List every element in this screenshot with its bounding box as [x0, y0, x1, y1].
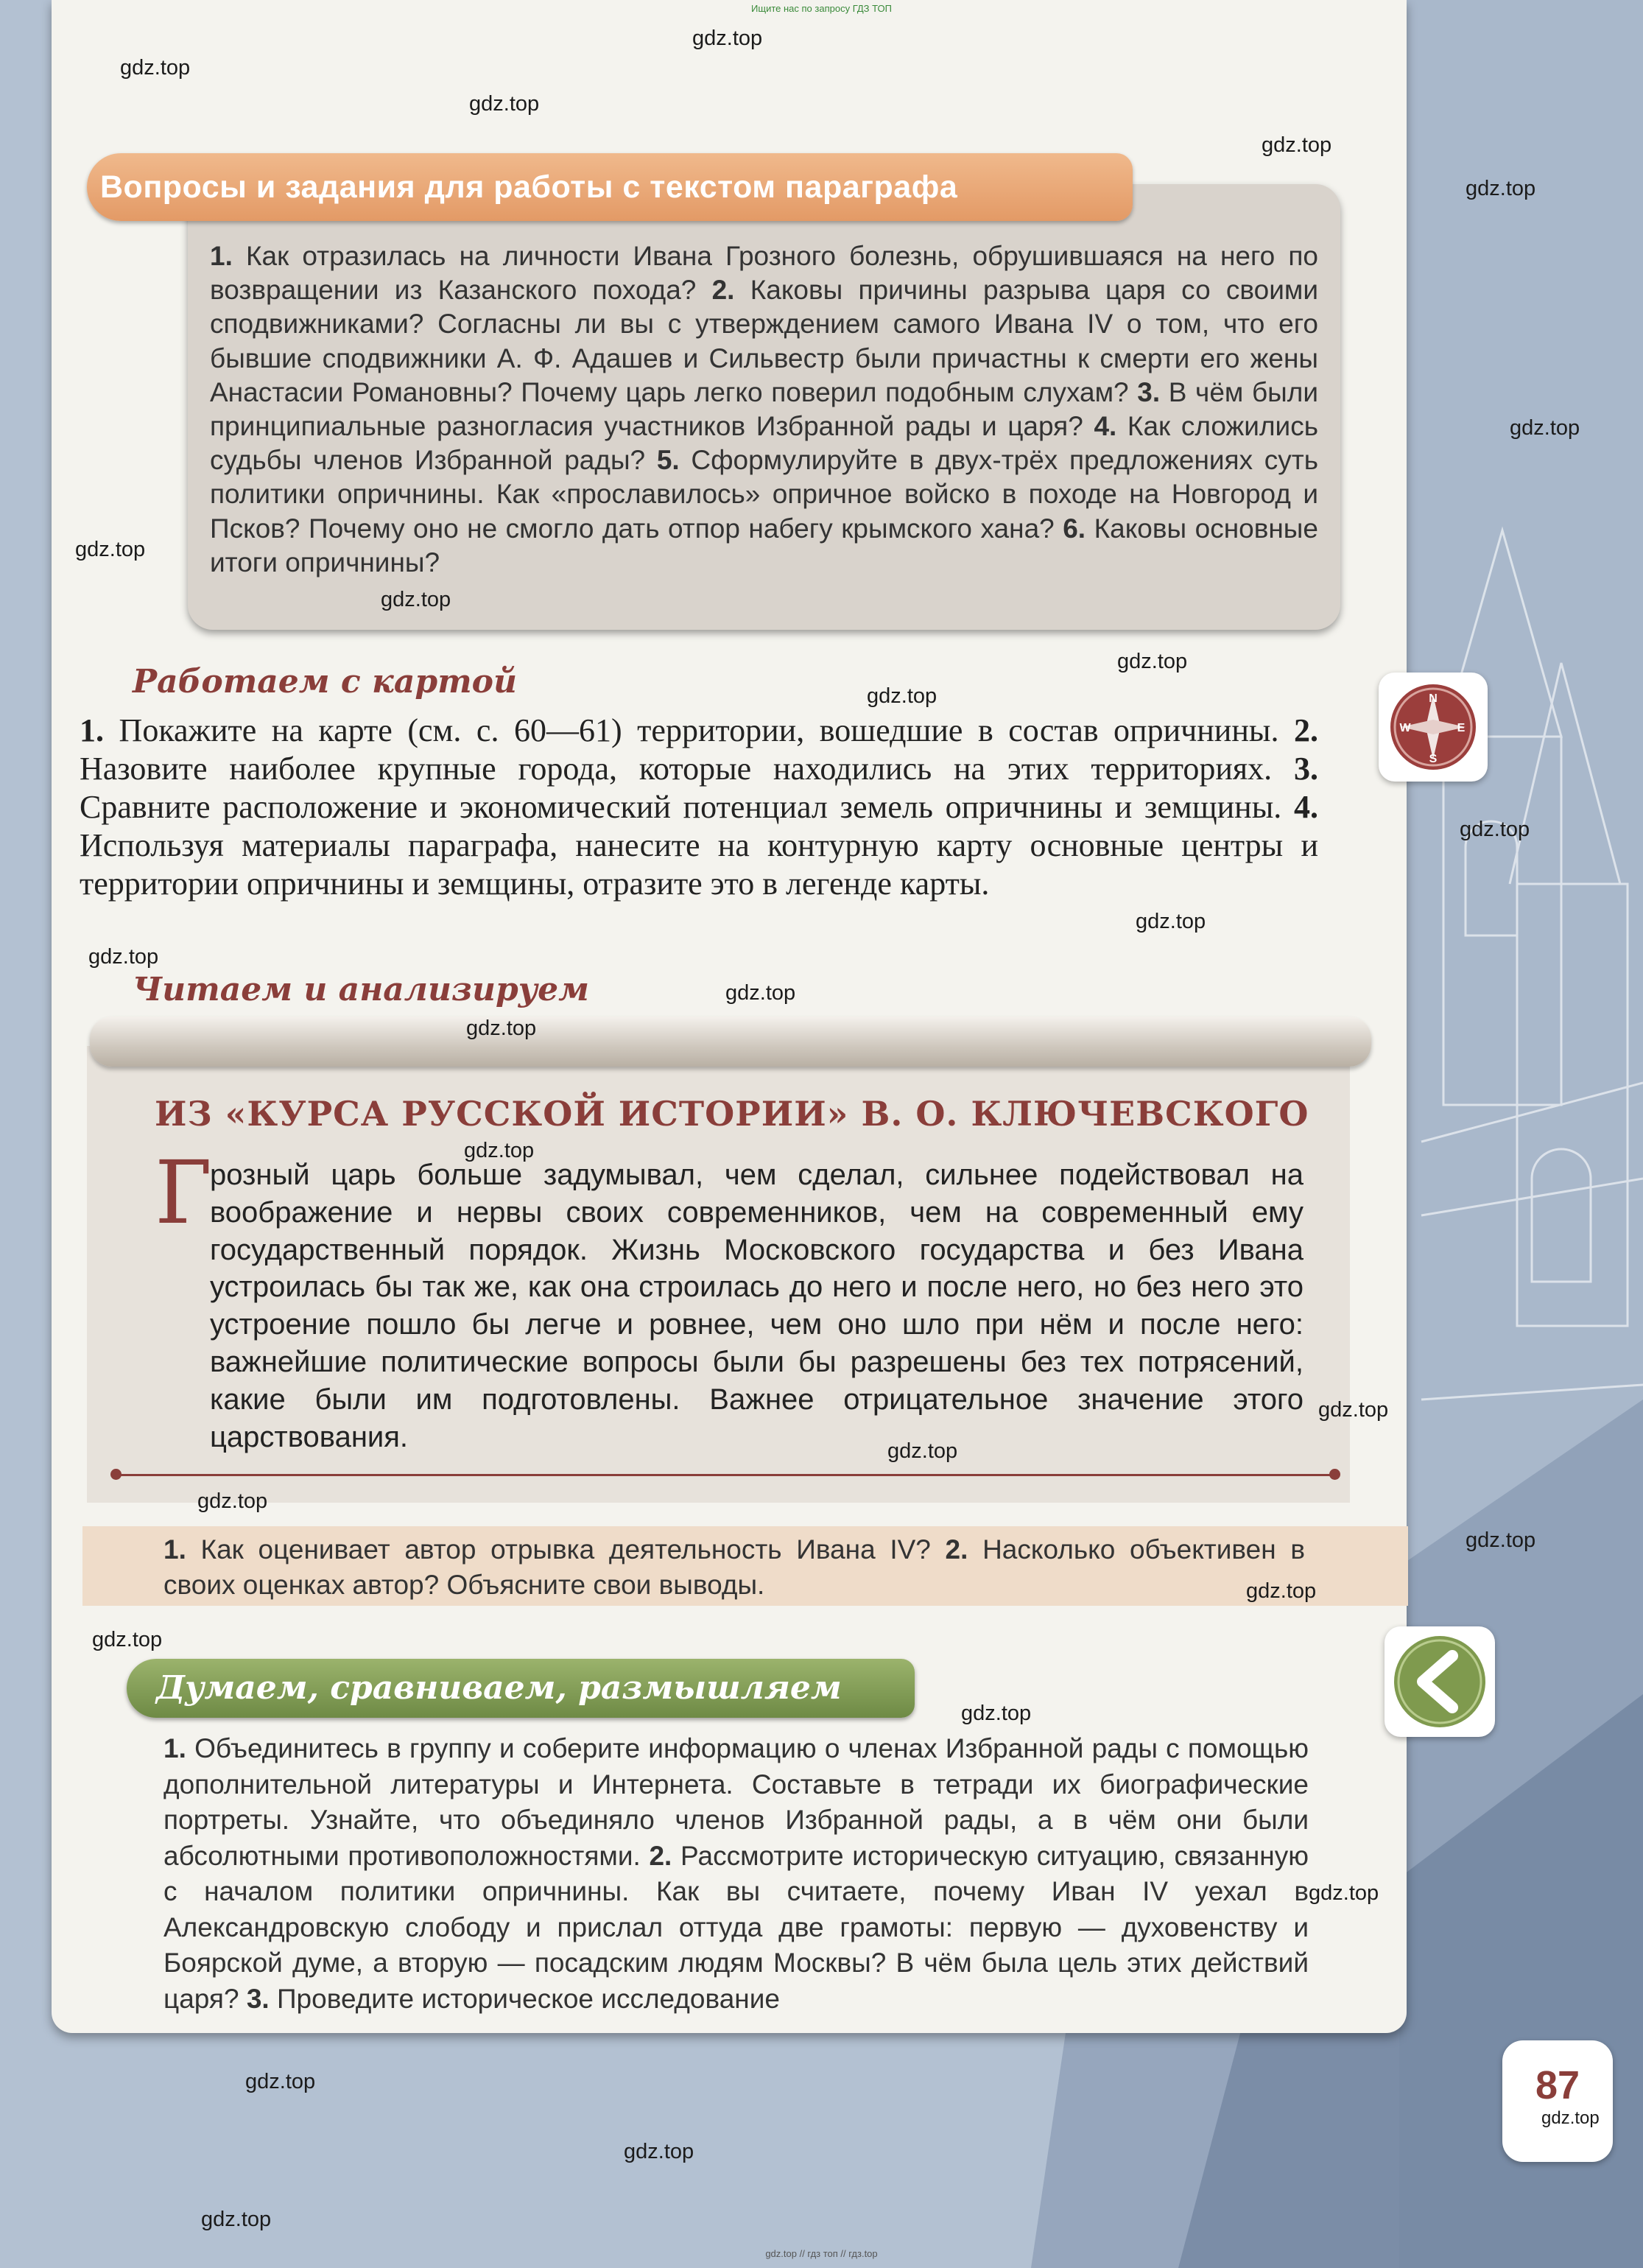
bottom-note: gdz.top // гдз топ // гдз.top — [765, 2248, 878, 2259]
compass-south-label: S — [1429, 753, 1438, 765]
watermark: gdz.top — [197, 1489, 268, 1513]
questions-text — [210, 239, 1318, 580]
back-button-tile[interactable] — [1385, 1626, 1495, 1737]
watermark: gdz.top — [867, 684, 937, 708]
question-text: Каковы основные итоги опричнины? — [210, 513, 1318, 577]
watermark: gdz.top — [624, 2140, 694, 2163]
think-section-header: Думаем, сравниваем, размышляем — [127, 1659, 915, 1718]
watermark: gdz.top — [1262, 133, 1332, 157]
watermark: gdz.top — [725, 981, 796, 1005]
divider-dot — [1329, 1469, 1340, 1480]
think-section-text — [163, 1731, 1309, 2017]
chevron-left-icon[interactable] — [1385, 1626, 1495, 1737]
drop-cap: Г — [155, 1142, 213, 1243]
question-number: 1. — [163, 1534, 186, 1565]
watermark: gdz.top — [245, 2070, 316, 2093]
question-text: Каковы причины разрыва царя со своими сподвижниками? Согласны ли вы с утверждением самого Ивана IV о том, что его бывшие сподвижники А. Ф. Адашев и Сильвестр были причастны к смерти его жены Анастасии Романовны? Почему царь легко поверил подобным слухам? — [210, 275, 1318, 407]
compass-west-label: W — [1399, 722, 1411, 734]
question-number: 4. — [1094, 411, 1117, 442]
watermark: gdz.top — [466, 1017, 537, 1040]
watermark: gdz.top — [120, 56, 191, 80]
question-number: 6. — [1063, 513, 1086, 544]
question-number: 5. — [656, 445, 680, 476]
watermark: gdz.top — [1246, 1579, 1317, 1603]
task-number: 1. — [80, 712, 104, 748]
watermark: gdz.top — [1117, 650, 1188, 673]
divider-dot — [110, 1469, 122, 1480]
task-text: Сравните расположение и экономический потенциал земель опричнины и земщины. — [80, 789, 1294, 825]
question-number: 3. — [1137, 376, 1161, 407]
task-number: 2. — [649, 1840, 672, 1871]
quote-text: розный царь больше задумывал, чем сделал, сильнее подействовал на воображение и нервы своих современников, чем на современный ему государственный порядок. Жизнь Московского государства и без Ивана устроилась бы так же, как она строилась до него и после него, но без него это устроение пошло бы легче и ровнее, чем оно шло при нём и после него: важнейшие политические вопросы были бы разрешены без тех потрясений, какие были им подготовлены. Важнее отрицательное значение этого царствования. — [210, 1159, 1304, 1453]
watermark: gdz.top — [1466, 1528, 1536, 1552]
task-number: 3. — [1294, 751, 1318, 787]
question-number: 2. — [711, 275, 735, 306]
watermark: gdz.top — [1309, 1881, 1379, 1905]
task-number: 1. — [163, 1733, 186, 1763]
question-text: Как сложились судьбы членов Избранной рады? — [210, 411, 1319, 476]
question-text: Сформулируйте в двух-трёх предложениях суть политики опричнины. Как «прославилось» опричное войско в походе на Новгород и Псков? Почему оно не смогло дать отпор набегу крымского хана? — [210, 445, 1318, 544]
compass-icon-tile — [1379, 673, 1488, 782]
watermark: gdz.top — [961, 1702, 1032, 1725]
watermark: gdz.top — [381, 588, 451, 611]
map-section-text — [80, 712, 1318, 903]
question-text: Насколько объективен в своих оценках автор? Объясните свои выводы. — [163, 1534, 1305, 1600]
task-text: Покажите на карте (см. с. 60—61) территории, вошедшие в состав опричнины. — [104, 712, 1294, 748]
source-title: ИЗ «КУРСА РУССКОЙ ИСТОРИИ» В. О. КЛЮЧЕВСКОГО — [155, 1094, 1309, 1134]
task-text: Рассмотрите историческую ситуацию, связанную с началом политики опричнины. Как вы считаете, почему Иван IV уехал в Александровскую слободу и прислал оттуда две грамоты: первую — духовенству и Боярской думе, а вторую — посадским людям Москвы? В чём была цель этих действий царя? — [163, 1840, 1309, 2014]
question-text: В чём были принципиальные разногласия участников Избранной рады и царя? — [210, 376, 1318, 442]
task-text: Используя материалы параграфа, нанесите на контурную карту основные центры и территории опричнины и земщины, отразите это в легенде карты. — [80, 827, 1318, 902]
task-text: Назовите наиболее крупные города, которые находились на этих территориях. — [80, 751, 1294, 787]
watermark: gdz.top — [1136, 910, 1206, 933]
question-number: 2. — [945, 1534, 968, 1565]
compass-north-label: N — [1429, 692, 1438, 705]
top-note: Ищите нас по запросу ГДЗ ТОП — [751, 3, 892, 14]
question-number: 1. — [210, 241, 233, 271]
watermark: gdz.top — [75, 538, 146, 561]
question-text: Как оценивает автор отрывка деятельность Ивана IV? — [186, 1534, 946, 1565]
quote-questions-text — [163, 1532, 1305, 1603]
task-text: Объединитесь в группу и соберите информацию о членах Избранной рады с помощью дополнительной литературы и Интернета. Составьте в тетради их биографические портреты. Узнайте, что объединяло членов Избранной рады, а в чём они были абсолютными противоположностями. — [163, 1733, 1309, 1871]
page-number: 87 — [1535, 2063, 1580, 2107]
task-number: 3. — [246, 1983, 270, 2014]
questions-header: Вопросы и задания для работы с текстом параграфа — [87, 153, 1133, 221]
map-section-title: Работаем с картой — [133, 663, 517, 701]
divider-line — [116, 1474, 1335, 1476]
watermark: gdz.top — [92, 1628, 163, 1651]
watermark: gdz.top — [201, 2208, 272, 2231]
watermark: gdz.top — [88, 945, 159, 969]
read-section-title: Читаем и анализируем — [133, 971, 589, 1008]
watermark: gdz.top — [469, 92, 540, 116]
task-number: 2. — [1294, 712, 1318, 748]
compass-east-label: E — [1457, 722, 1466, 734]
watermark: gdz.top — [1510, 416, 1580, 440]
task-number: 4. — [1294, 789, 1318, 825]
task-text: Проведите историческое исследование — [269, 1983, 780, 2014]
watermark: gdz.top — [1466, 177, 1536, 200]
watermark: gdz.top — [1318, 1398, 1389, 1422]
scroll-rod — [90, 1017, 1371, 1067]
watermark: gdz.top — [464, 1139, 535, 1162]
watermark: gdz.top — [887, 1439, 958, 1463]
watermark: gdz.top — [692, 27, 763, 50]
watermark: gdz.top — [1460, 818, 1530, 841]
watermark: gdz.top — [1541, 2108, 1600, 2128]
question-text: Как отразилась на личности Ивана Грозного болезнь, обрушившаяся на него по возвращении из Казанского похода? — [210, 241, 1318, 306]
compass-icon — [1379, 673, 1488, 782]
